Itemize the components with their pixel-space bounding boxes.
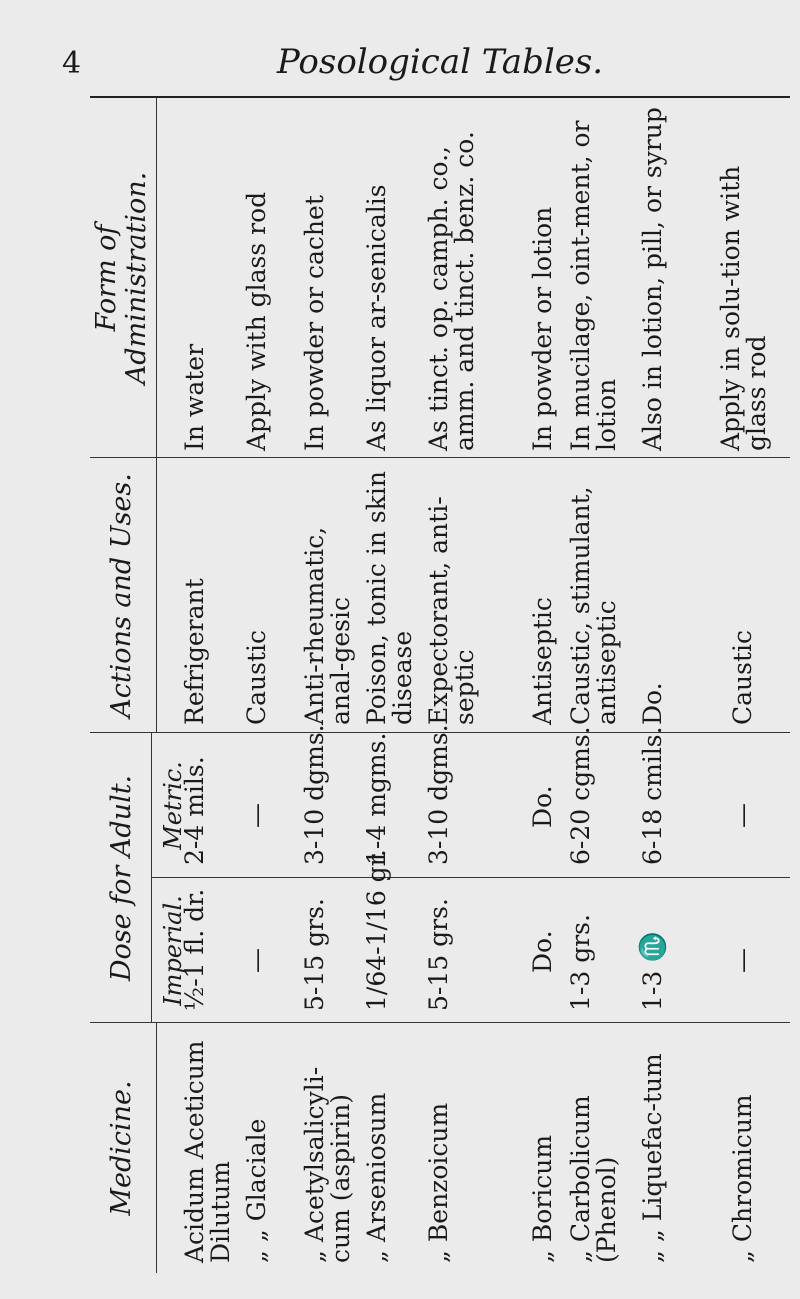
running-title: Posological Tables. <box>276 42 604 82</box>
header-metric: Metric. <box>159 761 187 850</box>
posology-table <box>90 98 790 1273</box>
header-form <box>90 98 154 458</box>
rotated-table-stage <box>90 98 790 1273</box>
cell-form-1: In water <box>180 343 209 451</box>
cell-form-4: As liquor ar-senicalis <box>362 184 391 451</box>
cell-actions-9: Caustic <box>728 629 757 725</box>
cell-medicine-1: Acidum Aceticum Dilutum <box>180 1040 235 1263</box>
cell-imperial-6: Do. <box>528 930 557 973</box>
cell-medicine-3: „ Acetylsalicyli-cum (aspirin) <box>300 1066 355 1263</box>
header-form-line2: Administration. <box>121 171 152 385</box>
cell-medicine-4: „ Arseniosum <box>362 1092 391 1263</box>
page-number: 4 <box>62 46 82 81</box>
header-medicine: Medicine. <box>106 1080 137 1216</box>
cell-imperial-5: 5-15 grs. <box>424 898 453 1011</box>
cell-metric-1: 2-4 mils. <box>180 756 209 865</box>
cell-metric-9: — <box>728 803 757 828</box>
cell-imperial-8: 1-3 ♏ <box>638 931 667 1011</box>
cell-actions-7: Caustic, stimulant, antiseptic <box>566 486 621 725</box>
cell-actions-6: Antiseptic <box>528 597 557 725</box>
cell-form-3: In powder or cachet <box>300 195 329 451</box>
column-divider <box>90 457 790 458</box>
cell-actions-3: Anti-rheumatic, anal-gesic <box>300 526 355 725</box>
cell-form-9: Apply in solu-tion with glass rod <box>716 165 771 451</box>
cell-medicine-9: „ Chromicum <box>728 1094 757 1263</box>
cell-form-6: In powder or lotion <box>528 206 557 451</box>
cell-form-8: Also in lotion, pill, or syrup <box>638 107 667 451</box>
cell-medicine-8: „ „ Liquefac-tum <box>638 1053 667 1263</box>
cell-medicine-7: „ Carbolicum (Phenol) <box>566 1095 621 1263</box>
cell-imperial-2: — <box>242 948 271 973</box>
cell-actions-2: Caustic <box>242 629 271 725</box>
dose-subcolumn-divider <box>151 877 790 878</box>
cell-medicine-6: „ Boricum <box>528 1134 557 1263</box>
cell-imperial-9: — <box>728 948 757 973</box>
cell-actions-8: Do. <box>638 682 667 725</box>
cell-form-5: As tinct. op. camph. co., amm. and tinct. benz. co. <box>424 131 479 451</box>
cell-imperial-1: ½-1 fl. dr. <box>180 888 209 1011</box>
cell-metric-5: 3-10 dgms. <box>424 724 453 865</box>
header-imperial: Imperial. <box>159 895 187 1006</box>
cell-actions-5: Expectorant, anti-septic <box>424 496 479 725</box>
cell-form-2: Apply with glass rod <box>242 191 271 451</box>
cell-medicine-2: „ „ Glaciale <box>242 1118 271 1263</box>
cell-metric-6: Do. <box>528 785 557 828</box>
cell-form-7: In mucilage, oint-ment, or lotion <box>566 120 621 451</box>
cell-medicine-5: „ Benzoicum <box>424 1102 453 1263</box>
cell-imperial-3: 5-15 grs. <box>300 898 329 1011</box>
header-dose: Dose for Adult. <box>106 774 137 982</box>
header-form-line1: Form of <box>91 224 122 332</box>
medicine-header-rule <box>156 1023 157 1273</box>
cell-actions-4: Poison, tonic in skin disease <box>362 471 417 725</box>
cell-actions-1: Refrigerant <box>180 578 209 725</box>
cell-metric-8: 6-18 cmils. <box>638 726 667 865</box>
cell-metric-4: 1-4 mgms. <box>362 732 391 865</box>
cell-imperial-4: 1/64-1/16 gr. <box>362 849 391 1011</box>
cell-metric-7: 6-20 cgms. <box>566 726 595 865</box>
cell-imperial-7: 1-3 grs. <box>566 914 595 1011</box>
cell-metric-2: — <box>242 803 271 828</box>
header-actions: Actions and Uses. <box>106 473 137 718</box>
cell-metric-3: 3-10 dgms. <box>300 724 329 865</box>
actions-header-rule <box>156 98 157 733</box>
